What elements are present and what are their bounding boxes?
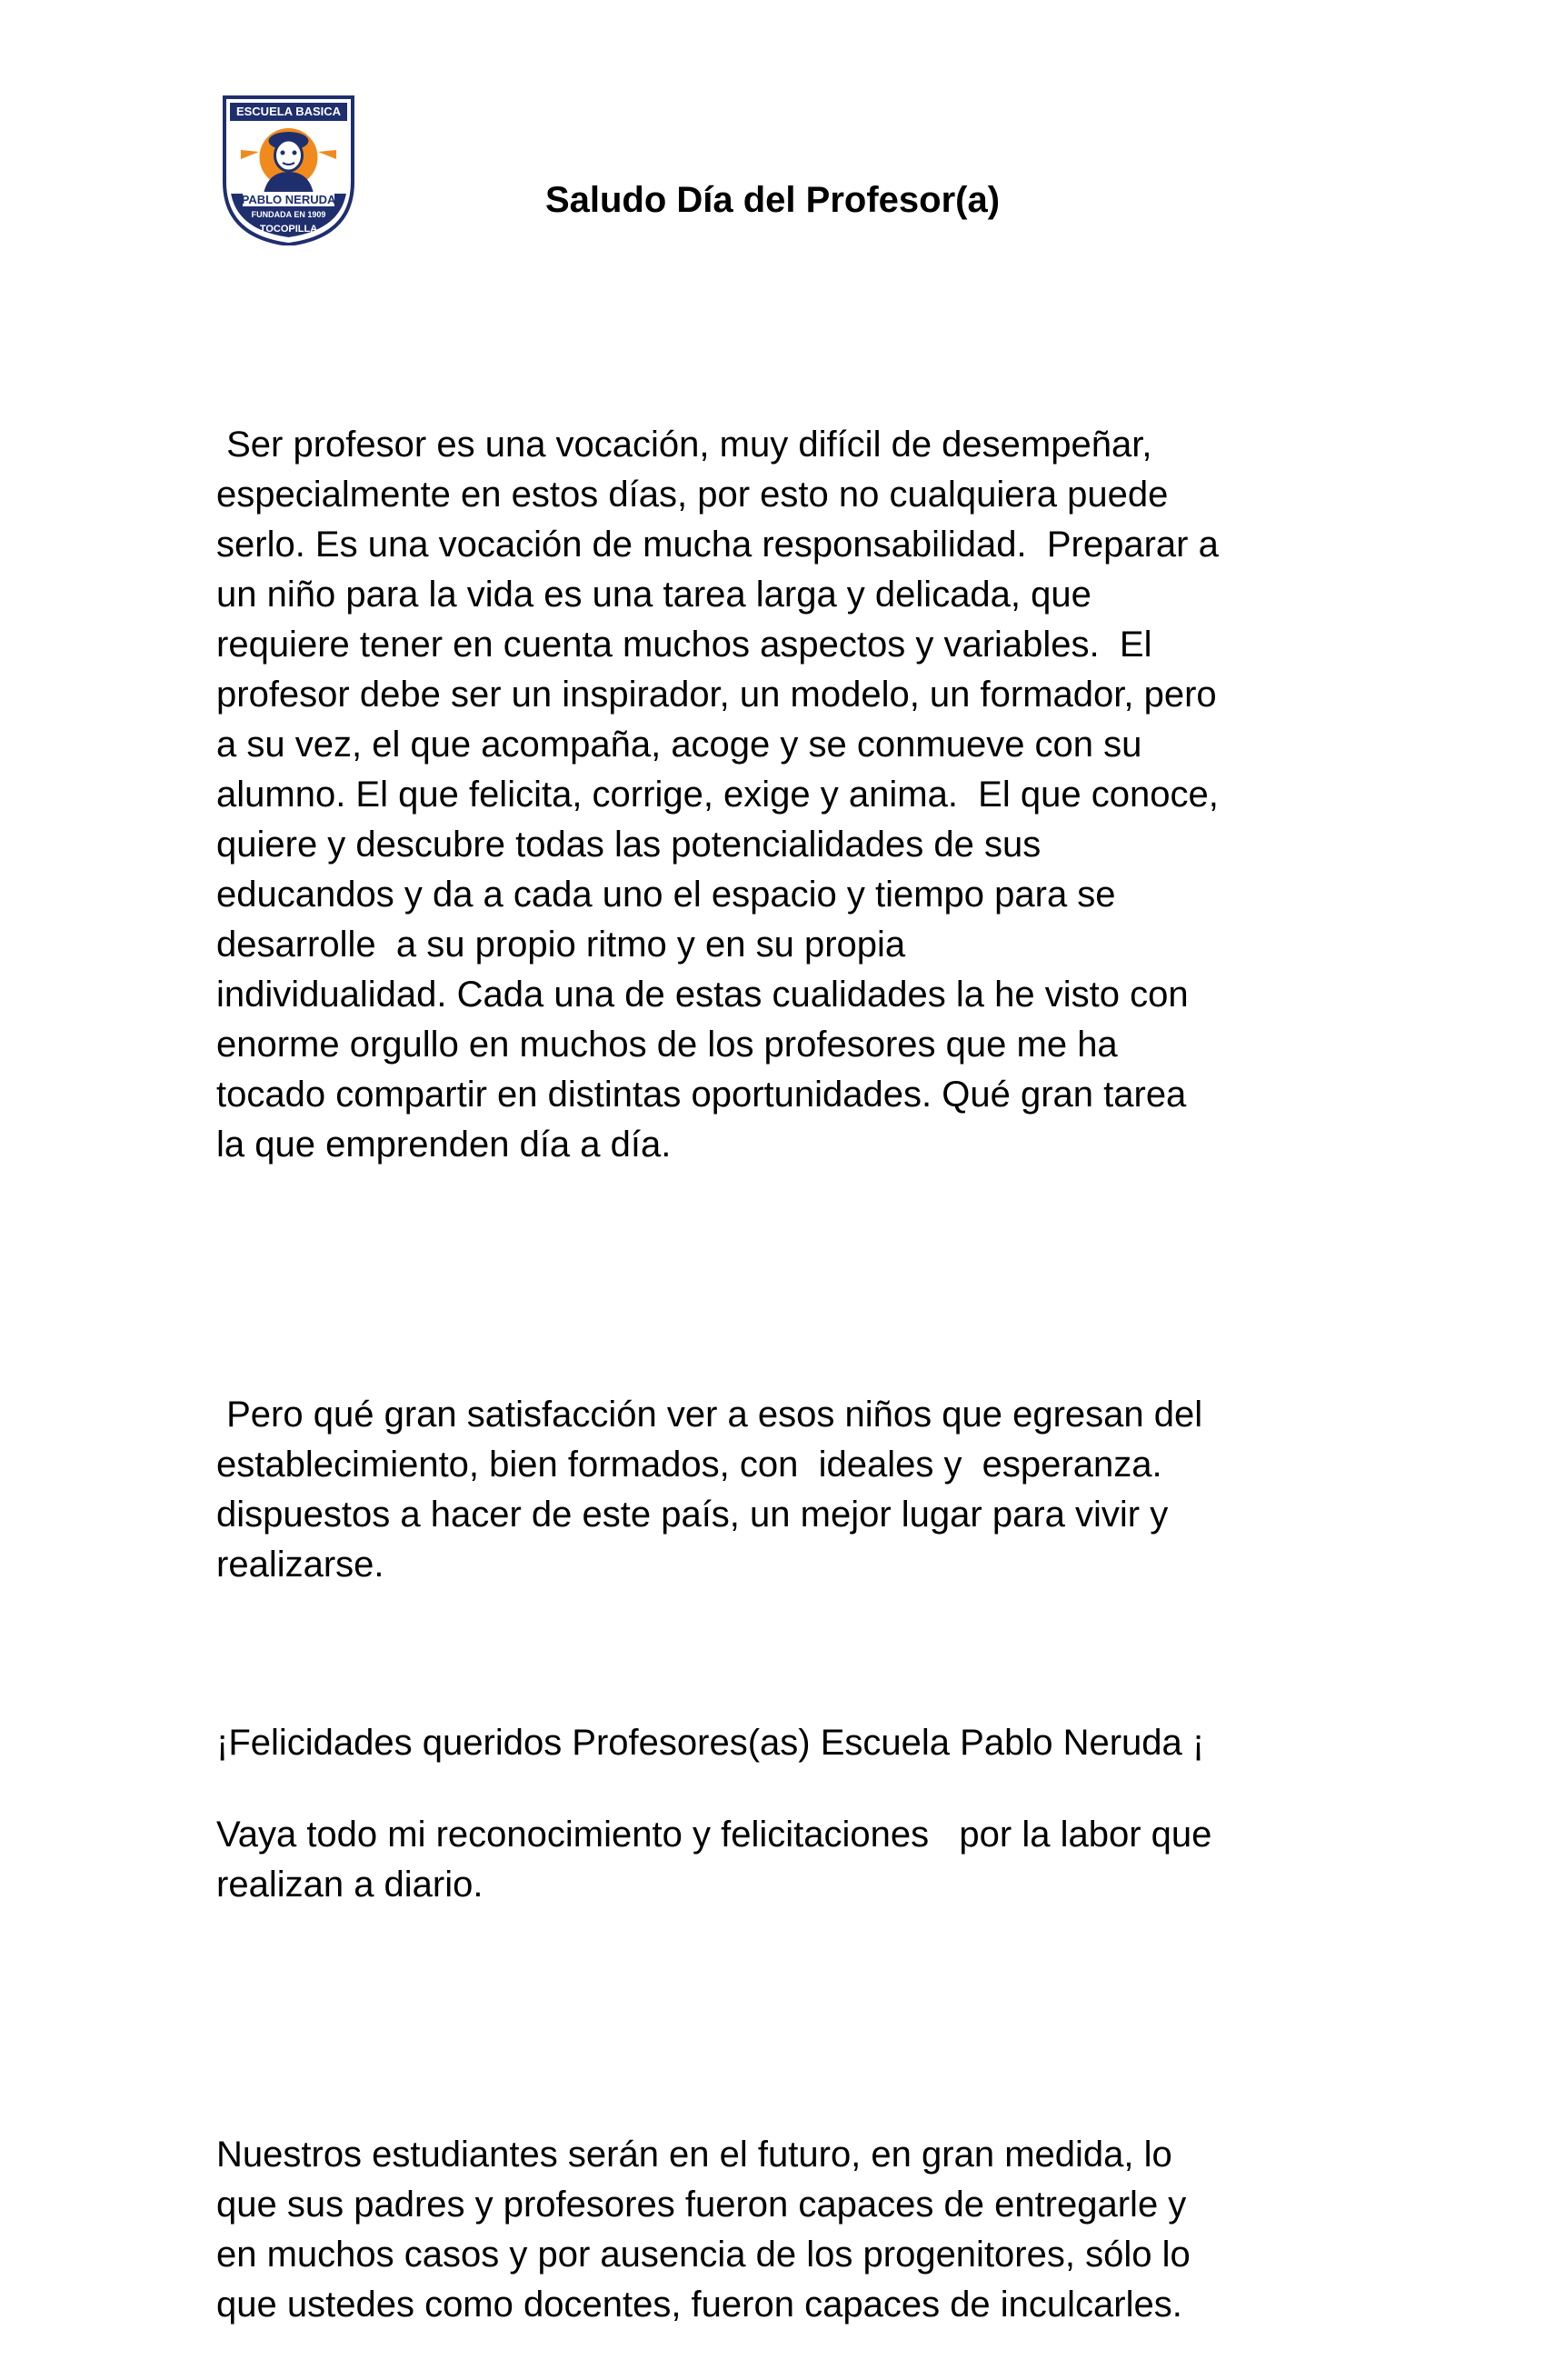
paragraph-4: Nuestros estudiantes serán en el futuro, en gran medida, lo que sus padres y profesores fueron capaces de entregarle y en muchos casos y por ausencia de los progenitores, sólo lo que ustedes como docentes, fueron capaces de inculcarles.: [216, 2135, 1191, 2325]
logo-school-type: ESCUELA BASICA: [235, 105, 342, 118]
document-body: [216, 320, 1361, 2380]
logo-founded: FUNDADA EN 1909: [251, 210, 326, 219]
paragraph-1: Ser profesor es una vocación, muy difícil de desempeñar, especialmente en estos días, por esto no cualquiera puede serlo. Es una vocación de mucha responsabilidad. Preparar a un niño para la vida es una tarea larga y delicada, que requiere tener en cuenta muchos aspectos y variables. El profesor debe ser un inspirador, un modelo, un formador, pero a su vez, el que acompaña, acoge y se conmueve con su alumno. El que felicita, corrige, exige y anima. El que conoce, quiere y descubre todas las potencialidades de sus educandos y da a cada uno el espacio y tiempo para se desarrolle a su propio ritmo y en su propia individualidad. Cada una de estas cualidades la he visto con enorme orgullo en muchos de los profesores que me ha tocado compartir en distintas oportunidades. Qué gran tarea la que emprenden día a día.: [216, 425, 1219, 1165]
school-logo: [223, 95, 354, 245]
logo-city: TOCOPILLA: [259, 224, 318, 235]
paragraph-3: Vaya todo mi reconocimiento y felicitaciones por la labor que realizan a diario.: [216, 1815, 1212, 1905]
logo-school-name: PABLO NERUDA: [241, 193, 336, 206]
document-title: Saludo Día del Profesor(a): [544, 180, 1001, 220]
closing-greeting: ¡Felicidades queridos Profesores(as) Escuela Pablo Neruda ¡: [216, 1723, 1205, 1763]
paragraph-2: Pero qué gran satisfacción ver a esos niños que egresan del establecimiento, bien formados, con ideales y esperanza. dispuestos a hacer de este país, un mejor lugar para vivir y realizarse.: [216, 1395, 1203, 1585]
